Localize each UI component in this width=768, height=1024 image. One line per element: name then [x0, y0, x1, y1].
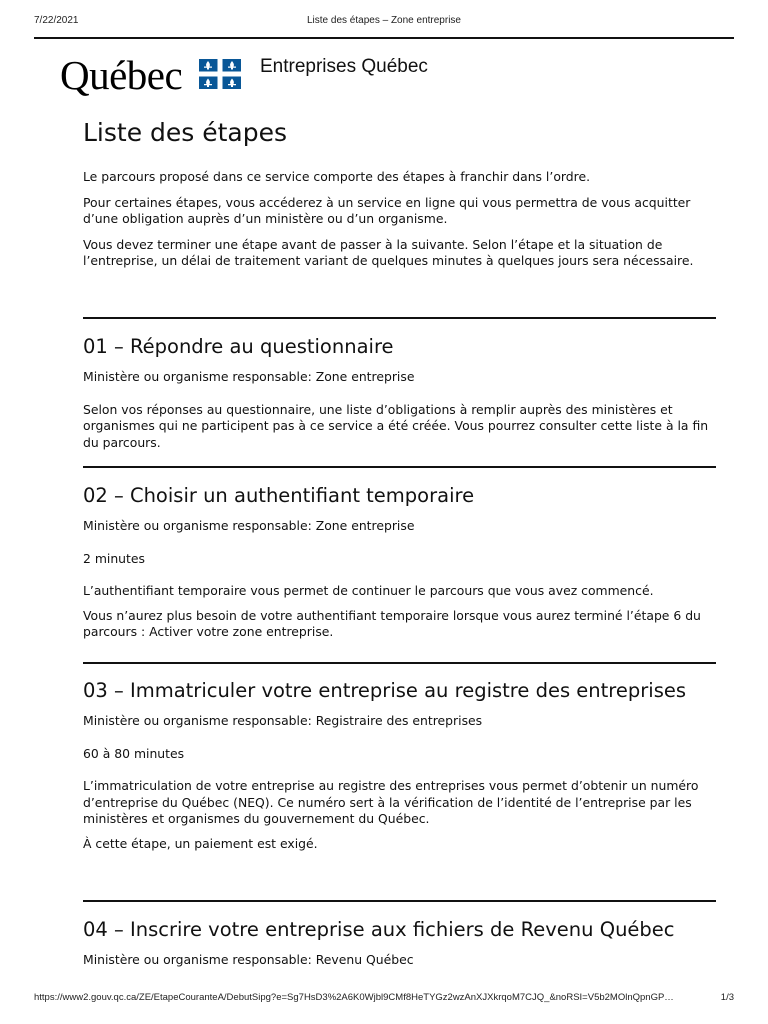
intro-paragraph: Le parcours proposé dans ce service comporte des étapes à franchir dans l’ordre. — [83, 169, 591, 184]
step-responsible: Ministère ou organisme responsable: Zone entreprise — [83, 518, 415, 533]
step-description: À cette étape, un paiement est exigé. — [83, 835, 318, 851]
step-duration: 2 minutes — [83, 550, 145, 566]
intro-section — [83, 118, 716, 279]
service-name: Entreprises Québec — [260, 56, 428, 77]
step-02 — [83, 483, 716, 641]
intro-paragraph: Vous devez terminer une étape avant de passer à la suivante. Selon l’étape et la situation de l’entreprise, un délai de traitement variant de quelques minutes à quelques jours sera nécessaire. — [83, 236, 694, 268]
step-responsible: Ministère ou organisme responsable: Registraire des entreprises — [83, 713, 483, 728]
step-03 — [83, 678, 716, 852]
print-document-title: Liste des étapes – Zone entreprise — [307, 15, 461, 26]
step-01 — [83, 334, 716, 451]
page-title: Liste des étapes — [83, 118, 288, 147]
quebec-flag-icon — [199, 59, 241, 89]
step-description: L’immatriculation de votre entreprise au registre des entreprises vous permet d’obtenir un numéro d’entreprise du Québec (NEQ). Ce numéro sert à la vérification de l’identité de l’entreprise par les ministères et organismes du gouvernement du Québec. — [83, 778, 699, 826]
section-divider — [83, 662, 716, 664]
step-title: 03 – Immatriculer votre entreprise au registre des entreprises — [83, 679, 687, 702]
step-title: 01 – Répondre au questionnaire — [83, 335, 394, 358]
page-number: 1/3 — [720, 992, 734, 1003]
step-duration: 60 à 80 minutes — [83, 745, 185, 761]
step-description: Vous n’aurez plus besoin de votre authentifiant temporaire lorsque vous aurez terminé l’étape 6 du parcours : Activer votre zone entreprise. — [83, 607, 701, 639]
section-divider — [83, 466, 716, 468]
step-description: Selon vos réponses au questionnaire, une liste d’obligations à remplir auprès des ministères et organismes qui ne participent pas à ce service a été créée. Vous pourrez consulter cette liste à la fin du parcours. — [83, 401, 709, 450]
section-divider — [83, 317, 716, 319]
header-divider — [34, 37, 734, 39]
print-footer — [34, 992, 734, 1006]
section-divider — [83, 900, 716, 902]
print-date: 7/22/2021 — [34, 15, 79, 26]
quebec-wordmark: Québec — [60, 52, 183, 98]
intro-paragraph: Pour certaines étapes, vous accéderez à un service en ligne qui vous permettra de vous acquitter d’une obligation auprès d’un ministère ou d’un organisme. — [83, 194, 691, 226]
step-title: 02 – Choisir un authentifiant temporaire — [83, 484, 475, 507]
step-04 — [83, 917, 716, 969]
step-responsible: Ministère ou organisme responsable: Revenu Québec — [83, 952, 414, 967]
brand-header — [60, 52, 710, 98]
page-url: https://www2.gouv.qc.ca/ZE/EtapeCouranteA/DebutSipg?e=Sg7HsD3%2A6K0Wjbl9CMf8HeTYGz2wzAnXJXkrqoM7CJQ_&noRSI=V5b2MOlnQpnGP… — [34, 992, 674, 1003]
step-description: L’authentifiant temporaire vous permet de continuer le parcours que vous avez commencé. — [83, 583, 654, 598]
step-responsible: Ministère ou organisme responsable: Zone entreprise — [83, 369, 415, 384]
step-title: 04 – Inscrire votre entreprise aux fichiers de Revenu Québec — [83, 918, 675, 941]
print-header — [34, 15, 734, 31]
